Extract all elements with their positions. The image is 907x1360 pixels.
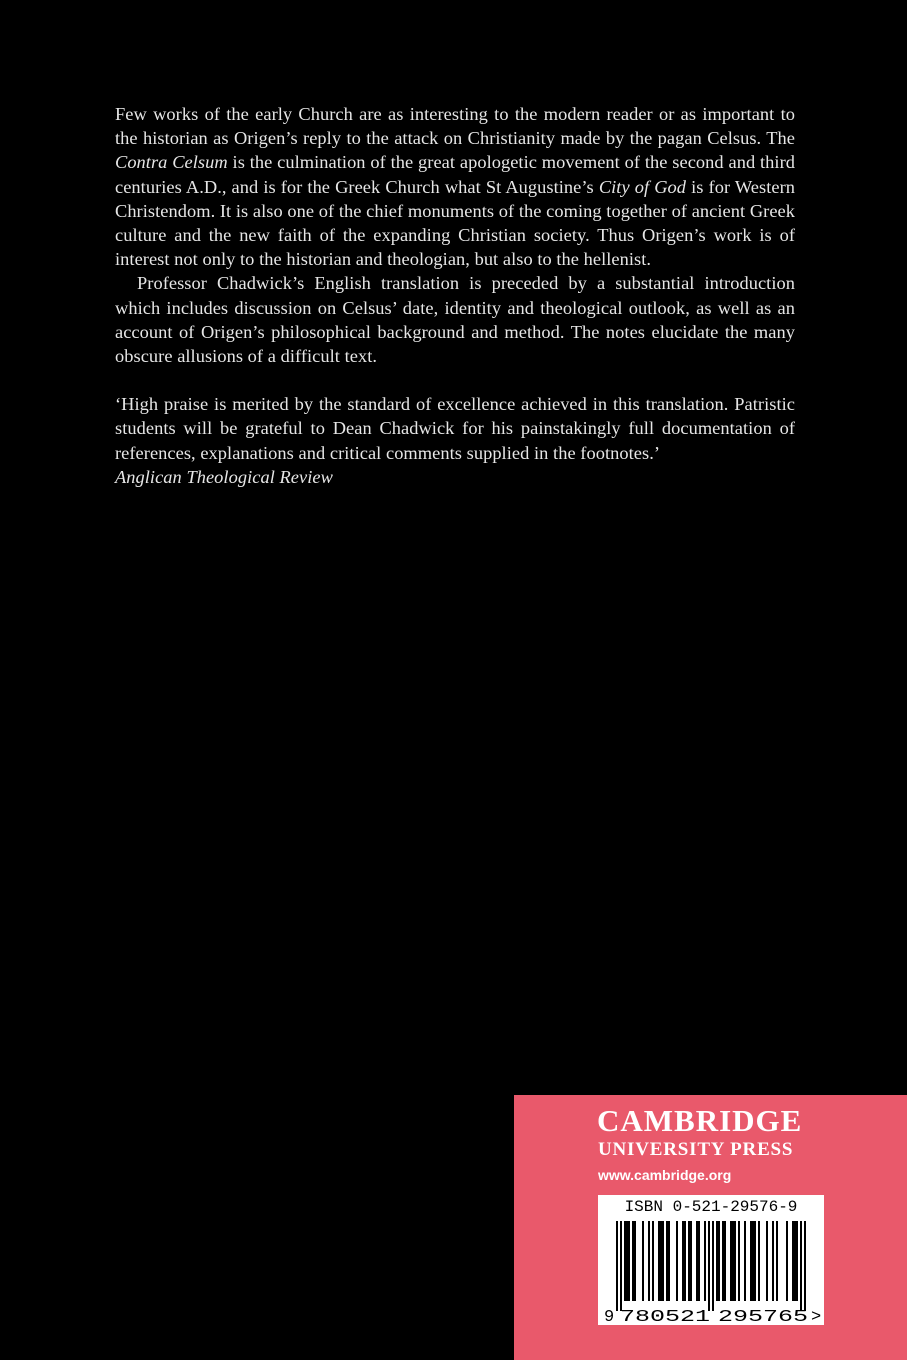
barcode-bar: [628, 1221, 630, 1301]
barcode-first-digit: 9: [604, 1308, 615, 1325]
isbn-label: ISBN 0-521-29576-9: [624, 1198, 798, 1216]
review-source: Anglican Theological Review: [115, 466, 333, 487]
barcode-bar: [624, 1221, 626, 1301]
barcode-bar: [754, 1221, 756, 1301]
barcode-bar: [652, 1221, 654, 1301]
barcode-bar: [708, 1221, 710, 1311]
barcode-bar: [724, 1221, 726, 1301]
barcode-bar: [690, 1221, 692, 1301]
blurb-text: Few works of the early Church are as interesting to the modern reader or as important to the historian as Origen’s reply to the attack on Christianity made by the pagan Celsus. The: [115, 104, 795, 149]
publisher-box: [514, 1095, 907, 1360]
barcode-bar: [732, 1221, 734, 1301]
barcode-bar: [616, 1221, 618, 1311]
barcode-bar: [796, 1221, 798, 1301]
barcode-bar: [684, 1221, 686, 1301]
barcode-bar: [758, 1221, 760, 1301]
barcode-end-marker: >: [811, 1308, 822, 1325]
barcode-bar: [634, 1221, 636, 1301]
barcode-icon: [598, 1195, 824, 1325]
barcode-bar: [648, 1221, 650, 1301]
barcode-bar: [738, 1221, 740, 1301]
book-title-contra-celsum: Contra Celsum: [115, 152, 228, 173]
barcode-bar: [698, 1221, 700, 1301]
barcode-bar: [734, 1221, 736, 1301]
publisher-logo-subname: UNIVERSITY PRESS: [598, 1139, 794, 1160]
barcode-panel: [598, 1195, 824, 1325]
barcode-left-digits: 780521: [620, 1308, 710, 1325]
blurb-text: is for Western Christendom. It is also one of the chief monuments of the coming together of ancient Greek culture and the new faith of the expanding Christian society. Thus Origen’s work is of interest not only to the historian and theologian, but also to the hellenist.: [115, 176, 796, 270]
barcode-bar: [800, 1221, 802, 1311]
barcode-bar: [658, 1221, 660, 1301]
barcode-bar: [626, 1221, 628, 1301]
back-cover-blurb: [115, 102, 795, 489]
barcode-bar: [696, 1221, 698, 1301]
book-title-city-of-god: City of God: [598, 176, 687, 197]
blurb-text: is the culmination of the great apologetic movement of the second and third centuries A.D., and is for the Greek Church what St Augustine’s: [115, 152, 795, 197]
barcode-bar: [750, 1221, 752, 1301]
publisher-logo-name: CAMBRIDGE: [597, 1103, 803, 1138]
barcode-bar: [804, 1221, 806, 1311]
barcode-bar: [786, 1221, 788, 1301]
barcode-right-digits: 295765: [718, 1308, 808, 1325]
barcode-bar: [744, 1221, 746, 1301]
barcode-bar: [662, 1221, 664, 1301]
barcode-bar: [712, 1221, 714, 1311]
blurb-paragraph-1: [115, 102, 795, 271]
barcode-bar: [632, 1221, 634, 1301]
barcode-bar: [776, 1221, 778, 1301]
barcode-bar: [716, 1221, 718, 1301]
barcode-bar: [620, 1221, 622, 1311]
barcode-bar: [722, 1221, 724, 1301]
review-quote: ‘High praise is merited by the standard of excellence achieved in this translation. Patristic students will be grateful to Dean Chadwick for his painstakingly full documentation of references, explanations and critical comments supplied in the footnotes.’: [115, 394, 795, 463]
barcode-bar: [766, 1221, 768, 1301]
barcode-bar: [792, 1221, 794, 1301]
barcode-bar: [642, 1221, 644, 1301]
barcode-bar: [730, 1221, 732, 1301]
blurb-paragraph-2: Professor Chadwick’s English translation is preceded by a substantial introduction which includes discussion on Celsus’ date, identity and theological outlook, as well as an account of Origen’s philosophical background and method. The notes elucidate the many obscure allusions of a difficult text.: [115, 273, 795, 367]
barcode-bar: [772, 1221, 774, 1301]
barcode-bar: [666, 1221, 668, 1301]
barcode-bar: [676, 1221, 678, 1301]
barcode-bar: [718, 1221, 720, 1301]
barcode-bar: [752, 1221, 754, 1301]
publisher-url: www.cambridge.org: [598, 1167, 732, 1183]
barcode-bar: [688, 1221, 690, 1301]
barcode-bar: [668, 1221, 670, 1301]
barcode-bar: [794, 1221, 796, 1301]
barcode-bar: [682, 1221, 684, 1301]
barcode-bar: [704, 1221, 706, 1301]
barcode-bar: [660, 1221, 662, 1301]
